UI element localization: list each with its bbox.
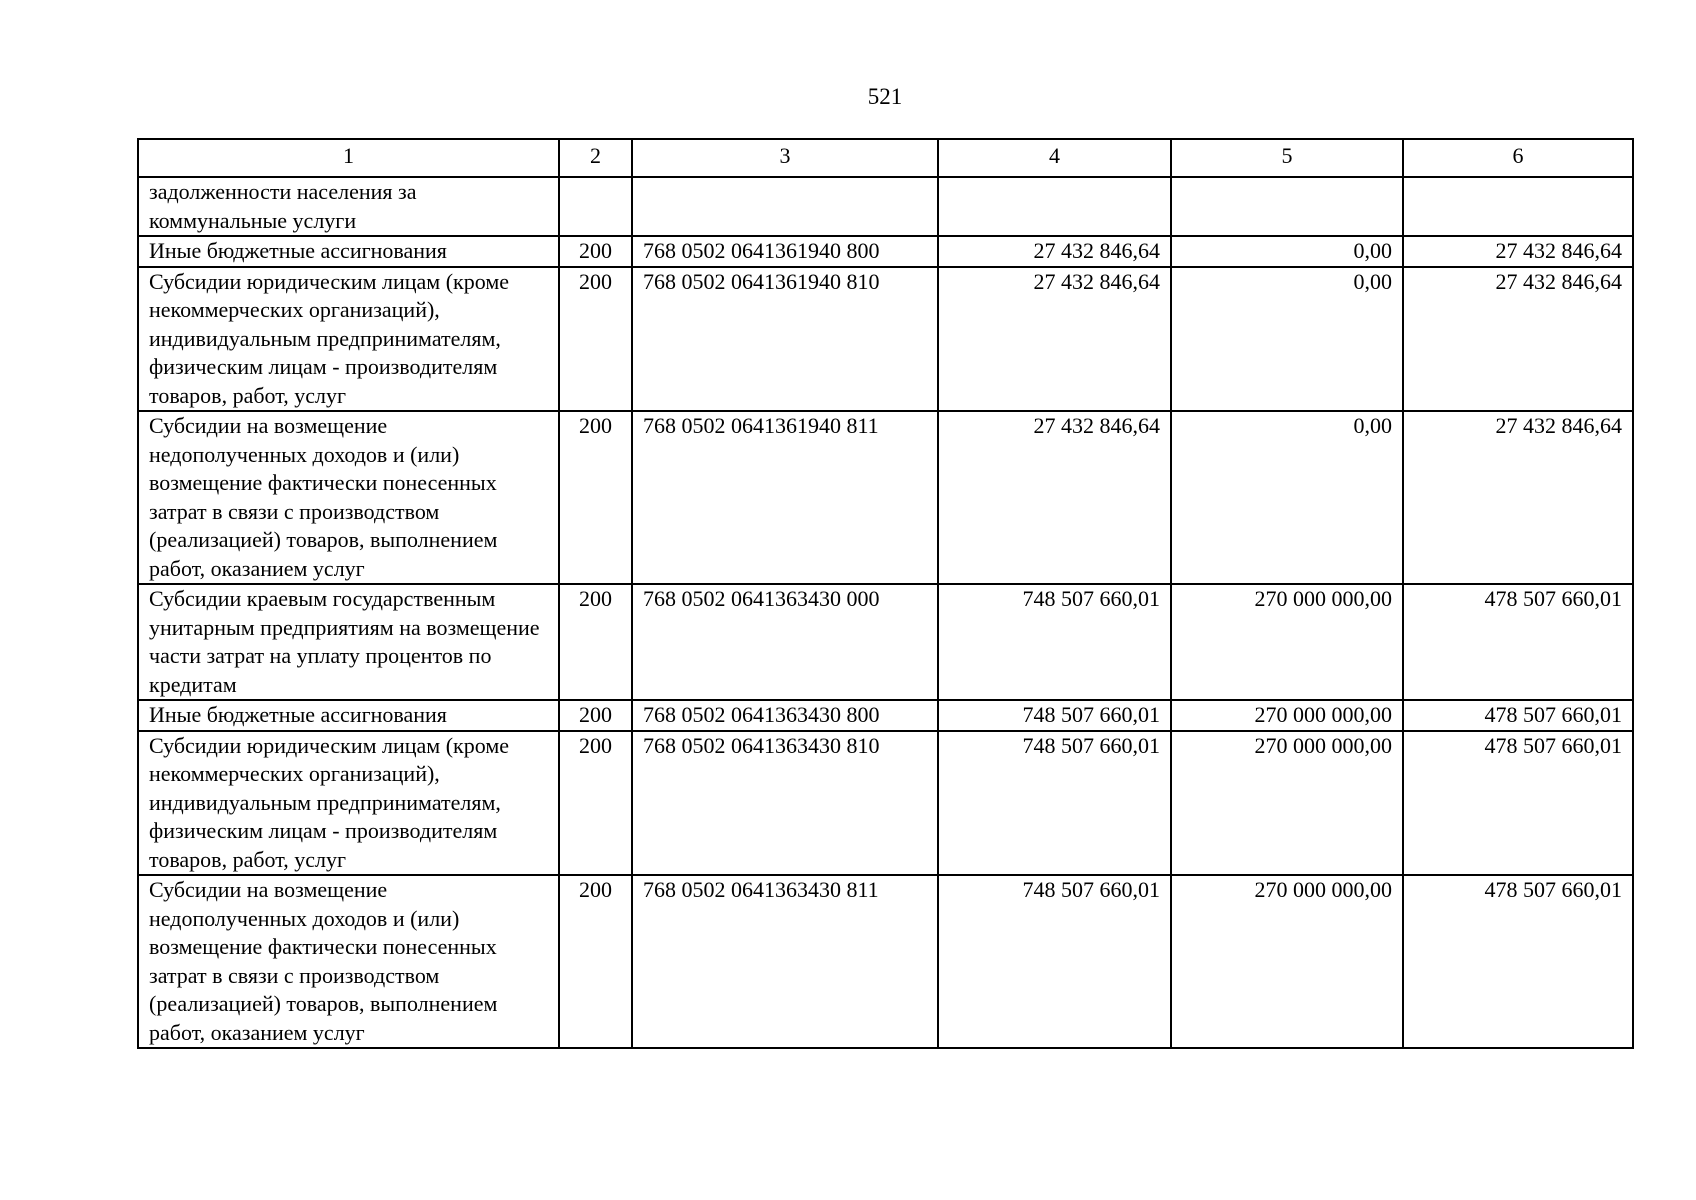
row-amount-col6: 27 432 846,64 bbox=[1403, 411, 1633, 584]
table-row bbox=[138, 177, 1633, 236]
row-amount-col5: 0,00 bbox=[1171, 267, 1403, 412]
row-amount-col6: 478 507 660,01 bbox=[1403, 700, 1633, 731]
row-code: 768 0502 0641363430 800 bbox=[632, 700, 938, 731]
table-row bbox=[138, 584, 1633, 700]
row-level: 200 bbox=[559, 875, 632, 1048]
row-amount-col5: 0,00 bbox=[1171, 411, 1403, 584]
row-amount-col5: 270 000 000,00 bbox=[1171, 700, 1403, 731]
column-header-3: 3 bbox=[632, 139, 938, 177]
table-header-row bbox=[138, 139, 1633, 177]
row-amount-col6: 27 432 846,64 bbox=[1403, 267, 1633, 412]
column-header-6: 6 bbox=[1403, 139, 1633, 177]
table-row bbox=[138, 267, 1633, 412]
row-amount-col6: 478 507 660,01 bbox=[1403, 875, 1633, 1048]
row-code: 768 0502 0641361940 810 bbox=[632, 267, 938, 412]
row-code: 768 0502 0641363430 810 bbox=[632, 731, 938, 876]
column-header-1: 1 bbox=[138, 139, 559, 177]
row-amount-col4: 748 507 660,01 bbox=[938, 731, 1171, 876]
row-level: 200 bbox=[559, 267, 632, 412]
table-row bbox=[138, 236, 1633, 267]
table-row bbox=[138, 875, 1633, 1048]
row-name: Иные бюджетные ассигнования bbox=[138, 236, 559, 267]
row-name: Субсидии краевым государственным унитарным предприятиям на возмещение части затрат на уплату процентов по кредитам bbox=[138, 584, 559, 700]
row-level bbox=[559, 177, 632, 236]
row-level: 200 bbox=[559, 700, 632, 731]
row-code: 768 0502 0641361940 811 bbox=[632, 411, 938, 584]
row-amount-col4: 27 432 846,64 bbox=[938, 267, 1171, 412]
row-amount-col5: 0,00 bbox=[1171, 236, 1403, 267]
row-name: Субсидии на возмещение недополученных доходов и (или) возмещение фактически понесенных затрат в связи с производством (реализацией) товаров, выполнением работ, оказанием услуг bbox=[138, 875, 559, 1048]
table-row bbox=[138, 700, 1633, 731]
row-code bbox=[632, 177, 938, 236]
row-level: 200 bbox=[559, 731, 632, 876]
row-amount-col4: 748 507 660,01 bbox=[938, 584, 1171, 700]
row-amount-col4: 748 507 660,01 bbox=[938, 875, 1171, 1048]
row-amount-col5: 270 000 000,00 bbox=[1171, 875, 1403, 1048]
row-code: 768 0502 0641363430 811 bbox=[632, 875, 938, 1048]
row-amount-col4: 748 507 660,01 bbox=[938, 700, 1171, 731]
row-amount-col5: 270 000 000,00 bbox=[1171, 584, 1403, 700]
row-name: задолженности населения за коммунальные услуги bbox=[138, 177, 559, 236]
row-amount-col6: 478 507 660,01 bbox=[1403, 731, 1633, 876]
column-header-5: 5 bbox=[1171, 139, 1403, 177]
row-amount-col4 bbox=[938, 177, 1171, 236]
row-amount-col4: 27 432 846,64 bbox=[938, 236, 1171, 267]
row-amount-col6 bbox=[1403, 177, 1633, 236]
table-row bbox=[138, 731, 1633, 876]
row-name: Субсидии юридическим лицам (кроме некоммерческих организаций), индивидуальным предпринимателям, физическим лицам - производителям товаров, работ, услуг bbox=[138, 267, 559, 412]
table-row bbox=[138, 411, 1633, 584]
row-amount-col4: 27 432 846,64 bbox=[938, 411, 1171, 584]
row-name: Субсидии на возмещение недополученных доходов и (или) возмещение фактически понесенных затрат в связи с производством (реализацией) товаров, выполнением работ, оказанием услуг bbox=[138, 411, 559, 584]
page-number: 521 bbox=[867, 84, 903, 109]
row-name: Иные бюджетные ассигнования bbox=[138, 700, 559, 731]
row-name: Субсидии юридическим лицам (кроме некоммерческих организаций), индивидуальным предпринимателям, физическим лицам - производителям товаров, работ, услуг bbox=[138, 731, 559, 876]
row-level: 200 bbox=[559, 236, 632, 267]
row-code: 768 0502 0641363430 000 bbox=[632, 584, 938, 700]
row-level: 200 bbox=[559, 411, 632, 584]
row-level: 200 bbox=[559, 584, 632, 700]
row-amount-col5: 270 000 000,00 bbox=[1171, 731, 1403, 876]
row-amount-col6: 478 507 660,01 bbox=[1403, 584, 1633, 700]
row-amount-col5 bbox=[1171, 177, 1403, 236]
budget-table bbox=[137, 138, 1634, 1049]
column-header-4: 4 bbox=[938, 139, 1171, 177]
column-header-2: 2 bbox=[559, 139, 632, 177]
row-amount-col6: 27 432 846,64 bbox=[1403, 236, 1633, 267]
row-code: 768 0502 0641361940 800 bbox=[632, 236, 938, 267]
